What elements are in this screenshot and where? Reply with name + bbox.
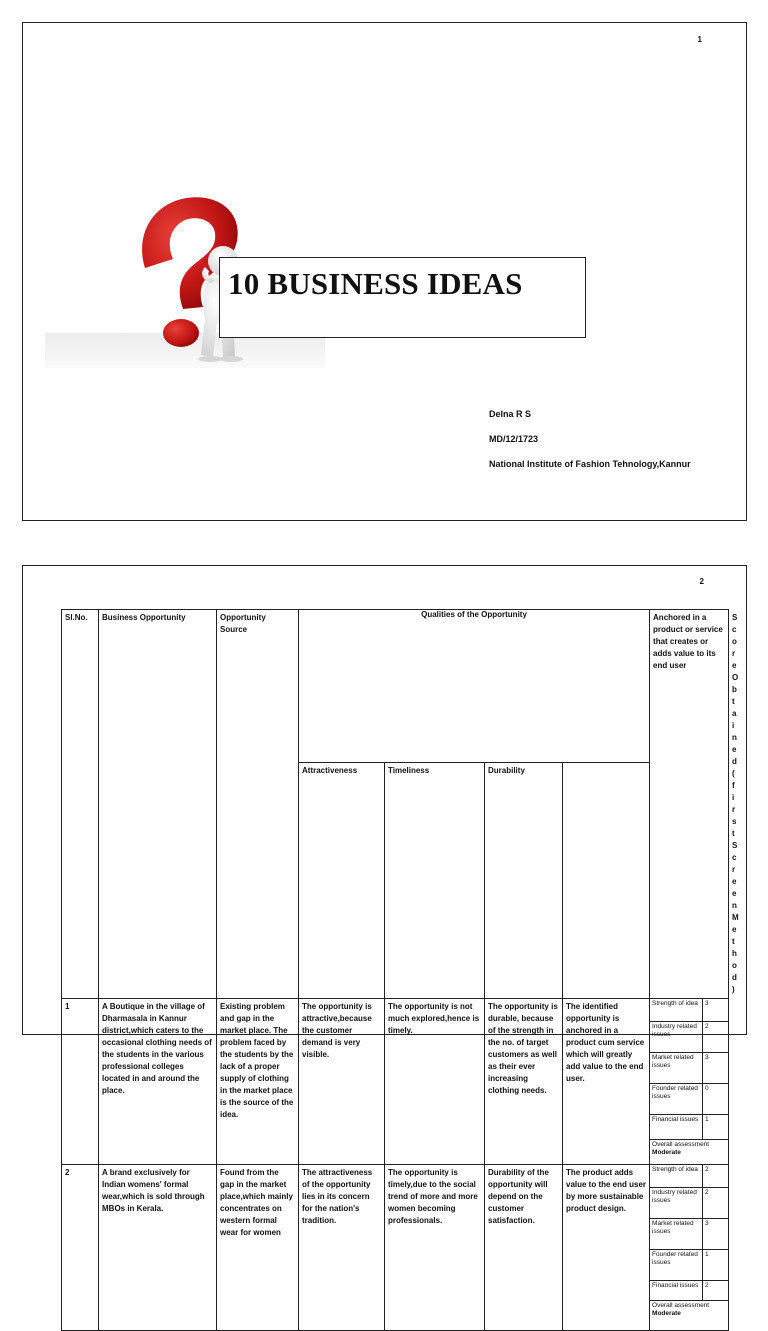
row-attractiveness: The attractiveness of the opportunity lies in its concern for the nation's tradition. — [299, 1165, 385, 1331]
row-slno: 2 — [62, 1165, 99, 1331]
header-durability: Durability — [485, 762, 563, 998]
row-business: A Boutique in the village of Dharmasala in Kannur district,which caters to the occasional clothing needs of the students in the various professional colleges located in and around the place. — [99, 999, 217, 1165]
score-label: Financial issues — [650, 1280, 703, 1300]
score-table — [650, 1165, 728, 1319]
author-name: Delna R S — [489, 409, 532, 419]
title-box — [219, 257, 586, 338]
row-anchored: The product adds value to the end user by more sustainable product design. — [563, 1165, 650, 1331]
document-title: 10 BUSINESS IDEAS — [228, 266, 523, 301]
header-timeliness: Timeliness — [385, 762, 485, 998]
row-source: Found from the gap in the market place,which mainly concentrates on western formal wear for women — [217, 1165, 299, 1331]
header-source: Opportunity Source — [217, 610, 299, 999]
score-value: 1 — [703, 1114, 729, 1139]
row-business: A brand exclusively for Indian womens' formal wear,which is sold through MBOs in Kerala. — [99, 1165, 217, 1331]
score-label: Market related issues — [650, 1218, 703, 1249]
score-label: Industry related issues — [650, 1187, 703, 1218]
row-anchored: The identified opportunity is anchored in a product cum service which will greatly add value to the end user. — [563, 999, 650, 1165]
row-score — [650, 999, 729, 1165]
overall-assessment — [650, 1139, 728, 1158]
score-value: 2 — [703, 1280, 729, 1300]
opportunity-table-page — [22, 565, 747, 1317]
score-value: 2 — [703, 1021, 729, 1052]
row-timeliness: The opportunity is timely,due to the social trend of more and more women becoming professionals. — [385, 1165, 485, 1331]
score-table — [650, 999, 728, 1158]
institute-name: National Institute of Fashion Tehnology,Kannur — [489, 459, 691, 469]
score-value: 3 — [703, 1218, 729, 1249]
score-value: 2 — [703, 1165, 729, 1187]
overall-label: Overall assessment — [652, 1140, 710, 1148]
overall-value: Moderate — [652, 1148, 681, 1156]
score-value: 1 — [703, 1249, 729, 1280]
score-value: 2 — [703, 1187, 729, 1218]
row-attractiveness: The opportunity is attractive,because the customer demand is very visible. — [299, 999, 385, 1165]
row-source: Existing problem and gap in the market place. The problem faced by the students by the lack of a proper supply of clothing in the market place is the source of the idea. — [217, 999, 299, 1165]
table-row — [62, 1165, 729, 1331]
cover-page — [22, 22, 747, 521]
header-anchored: Anchored in a product or service that creates or adds value to its end user — [650, 610, 729, 999]
score-label: Financial issues — [650, 1114, 703, 1139]
row-durability: The opportunity is durable, because of the strength in the no. of target customers as well as their ever increasing clothing needs. — [485, 999, 563, 1165]
header-attractiveness: Attractiveness — [299, 762, 385, 998]
roll-number: MD/12/1723 — [489, 434, 539, 444]
table-header-row: Sl.No. Business Opportunity Opportunity Source Qualities of the Opportunity Anchored in a product or service that creates or adds value to its end user Score Obtained (first Screen Method) — [62, 610, 729, 763]
score-label: Strength of idea — [650, 999, 703, 1021]
score-value: 0 — [703, 1083, 729, 1114]
row-slno: 1 — [62, 999, 99, 1165]
score-label: Strength of idea — [650, 1165, 703, 1187]
overall-assessment — [650, 1300, 728, 1319]
page-number: 2 — [699, 577, 704, 586]
page-number: 1 — [697, 35, 702, 44]
header-business: Business Opportunity — [99, 610, 217, 999]
table-row — [62, 999, 729, 1165]
overall-value: Moderate — [652, 1309, 681, 1317]
row-score — [650, 1165, 729, 1331]
overall-label: Overall assessment — [652, 1301, 710, 1309]
header-qualities: Qualities of the Opportunity — [299, 610, 650, 763]
opportunity-table — [61, 609, 739, 1331]
score-label: Founder related issues — [650, 1249, 703, 1280]
row-durability: Durability of the opportunity will depend on the customer satisfaction. — [485, 1165, 563, 1331]
header-slno: Sl.No. — [62, 610, 99, 999]
row-timeliness: The opportunity is not much explored,hence is timely. — [385, 999, 485, 1165]
score-label: Founder related issues — [650, 1083, 703, 1114]
score-value: 3 — [703, 999, 729, 1021]
score-label: Industry related issues — [650, 1021, 703, 1052]
score-label: Market related issues — [650, 1052, 703, 1083]
score-value: 3 — [703, 1052, 729, 1083]
